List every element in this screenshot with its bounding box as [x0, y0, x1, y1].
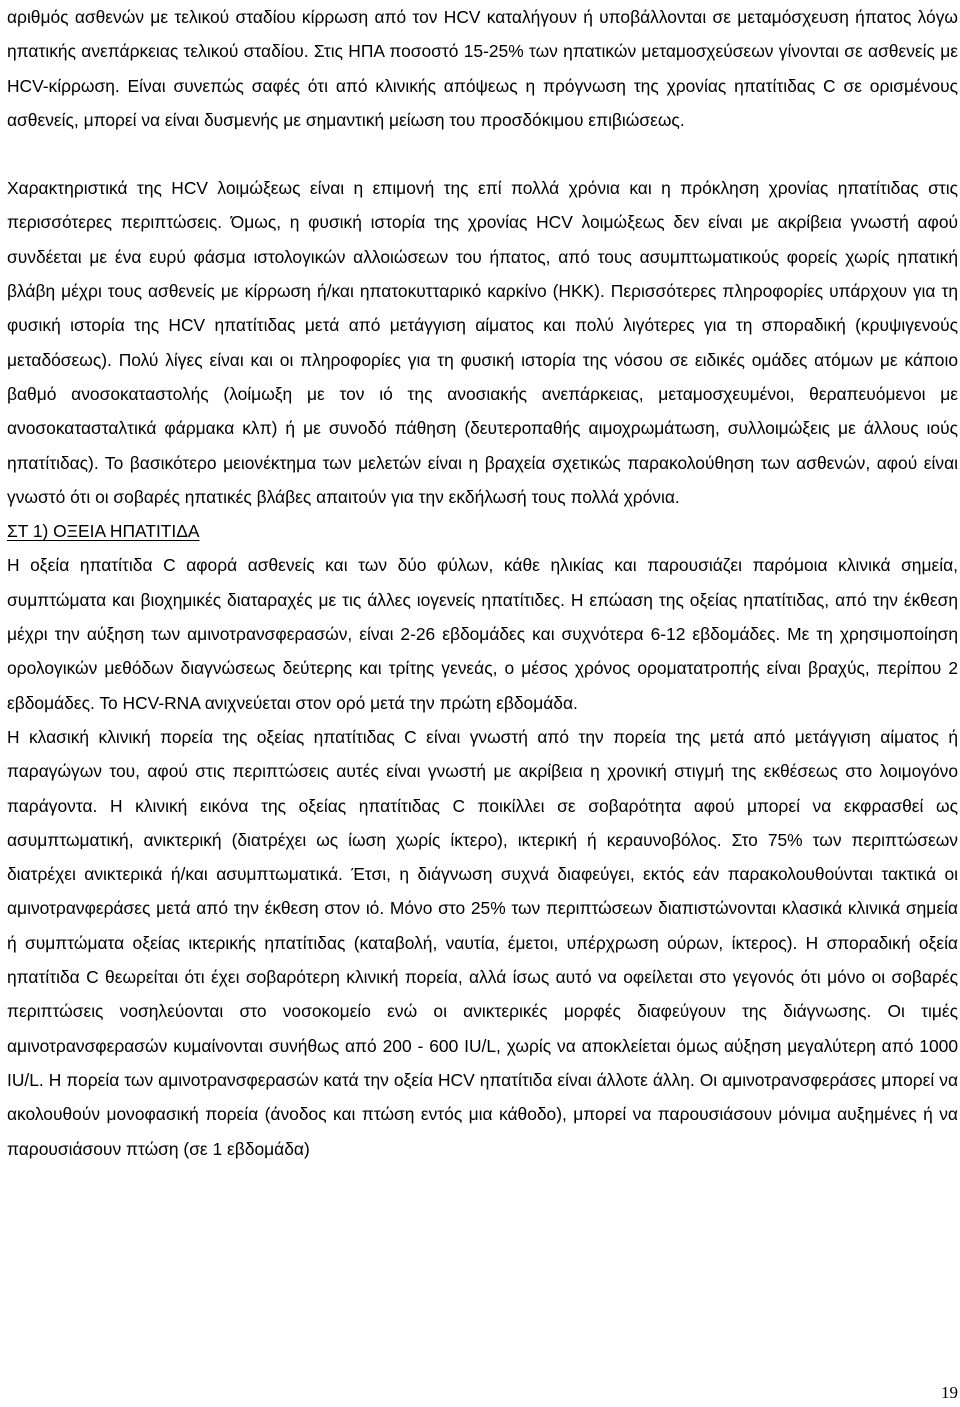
- paragraph-section-2: Η κλασική κλινική πορεία της οξείας ηπατίτιδας C είναι γνωστή από την πορεία της μετά από μετάγγιση αίματος ή παραγώγων του, αφού στις περιπτώσεις αυτές είναι γνωστή με ακρίβεια η χρονική στιγμή της εκθέσεως στο λοιμογόνο παράγοντα. Η κλινική εικόνα της οξείας ηπατίτιδας C ποικίλλει σε σοβαρότητα αφού μπορεί να εκφρασθεί ως ασυμπτωματική, ανικτερική (διατρέχει ως ίωση χωρίς ίκτερο), ικτερική ή κεραυνοβόλος. Στο 75% των περιπτώσεων διατρέχει ανικτερικά ή/και ασυμπτωματικά. Έτσι, η διάγνωση συχνά διαφεύγει, εκτός εάν παρακολουθούνται τακτικά οι αμινοτρανφεράσες μετά από την έκθεση στον ιό. Μόνο στο 25% των περιπτώσεων διαπιστώνονται κλασικά κλινικά σημεία ή συμπτώματα οξείας ικτερικής ηπατίτιδας (καταβολή, ναυτία, έμετοι, υπέρχρωση ούρων, ίκτερος). Η σποραδική οξεία ηπατίτιδα C θεωρείται ότι έχει σοβαρότερη κλινική πορεία, αλλά ίσως αυτό να οφείλεται στο γεγονός ότι μόνο οι σοβαρές περιπτώσεις νοσηλεύονται στο νοσοκομείο ενώ οι ανικτερικές μορφές διαφεύγουν της διάγνωσης. Οι τιμές αμινοτρανσφερασών κυμαίνονται συνήθως από 200 - 600 IU/L, χωρίς να αποκλείεται όμως αύξηση μεγαλύτερη από 1000 IU/L. Η πορεία των αμινοτρανσφερασών κατά την οξεία HCV ηπατίτιδα είναι άλλοτε άλλη. Οι αμινοτρανσφεράσες μπορεί να ακολουθούν μονοφασική πορεία (άνοδος και πτώση εντός μια κάθοδο), μπορεί να παρουσιάσουν μόνιμα αυξημένες ή να παρουσιάσουν πτώση (σε 1 εβδομάδα): [7, 726, 958, 1159]
- section-heading: ΣΤ 1) ΟΞΕΙΑ ΗΠΑΤΙΤΙΔΑ: [7, 521, 200, 542]
- paragraph-section-1: Η οξεία ηπατίτιδα C αφορά ασθενείς και των δύο φύλων, κάθε ηλικίας και παρουσιάζει παρόμοια κλινικά σημεία, συμπτώματα και βιοχημικές διαταραχές με τις άλλες ιογενείς ηπατίτιδες. Η επώαση της οξείας ηπατίτιδας, από την έκθεση μέχρι την αύξηση των αμινοτρανσφερασών, είναι 2-26 εβδομάδες και συχνότερα 6-12 εβδομάδες. Με τη χρησιμοποίηση ορολογικών μεθόδων διαγνώσεως δεύτερης και τρίτης γενεάς, ο μέσος χρόνος οροματατροπής είναι βραχύς, περίπου 2 εβδομάδες. Το HCV-RNA ανιχνεύεται στον ορό μετά την πρώτη εβδομάδα.: [7, 555, 958, 713]
- paragraph-intro-1: αριθμός ασθενών με τελικού σταδίου κίρρωση από τον HCV καταλήγουν ή υποβάλλονται σε μεταμόσχευση ήπατος λόγω ηπατικής ανεπάρκειας τελικού σταδίου. Στις ΗΠΑ ποσοστό 15-25% των ηπατικών μεταμοσχεύσεων γίνονται σε ασθενείς με HCV-κίρρωση. Είναι συνεπώς σαφές ότι από κλινικής απόψεως η πρόγνωση της χρονίας ηπατίτιδας C σε ορισμένους ασθενείς, μπορεί να είναι δυσμενής με σημαντική μείωση του προσδόκιμου επιβιώσεως.: [7, 7, 958, 130]
- document-page: [7, 0, 958, 1166]
- page-number: 19: [941, 1383, 958, 1402]
- paragraph-intro-2: Χαρακτηριστικά της HCV λοιμώξεως είναι η επιμονή της επί πολλά χρόνια και η πρόκληση χρονίας ηπατίτιδας στις περισσότερες περιπτώσεις. Όμως, η φυσική ιστορία της χρονίας HCV λοιμώξεως δεν είναι με ακρίβεια γνωστή αφού συνδέεται με ένα ευρύ φάσμα ιστολογικών αλλοιώσεων του ήπατος, από τους ασυμπτωματικούς φορείς χωρίς ηπατική βλάβη μέχρι τους ασθενείς με κίρρωση ή/και ηπατοκυτταρικό καρκίνο (ΗΚΚ). Περισσότερες πληροφορίες υπάρχουν για τη φυσική ιστορία της HCV ηπατίτιδας μετά από μετάγγιση αίματος και πολύ λιγότερες για τη σποραδική (κρυψιγενούς μεταδόσεως). Πολύ λίγες είναι και οι πληροφορίες για τη φυσική ιστορία της νόσου σε ειδικές ομάδες ατόμων με κάποιο βαθμό ανοσοκαταστολής (λοίμωξη με τον ιό της ανοσιακής ανεπάρκειας, μεταμοσχευμένοι, θεραπευόμενοι με ανοσοκατασταλτικά φάρμακα κλπ) ή με συνοδό πάθηση (δευτεροπαθής αιμοχρωμάτωση, συλλοιμώξεις με άλλους ιούς ηπατίτιδας). Το βασικότερο μειονέκτημα των μελετών είναι η βραχεία σχετικώς παρακολούθηση των ασθενών, αφού είναι γνωστό ότι οι σοβαρές ηπατικές βλάβες απαιτούν για την εκδήλωσή τους πολλά χρόνια.: [7, 178, 958, 507]
